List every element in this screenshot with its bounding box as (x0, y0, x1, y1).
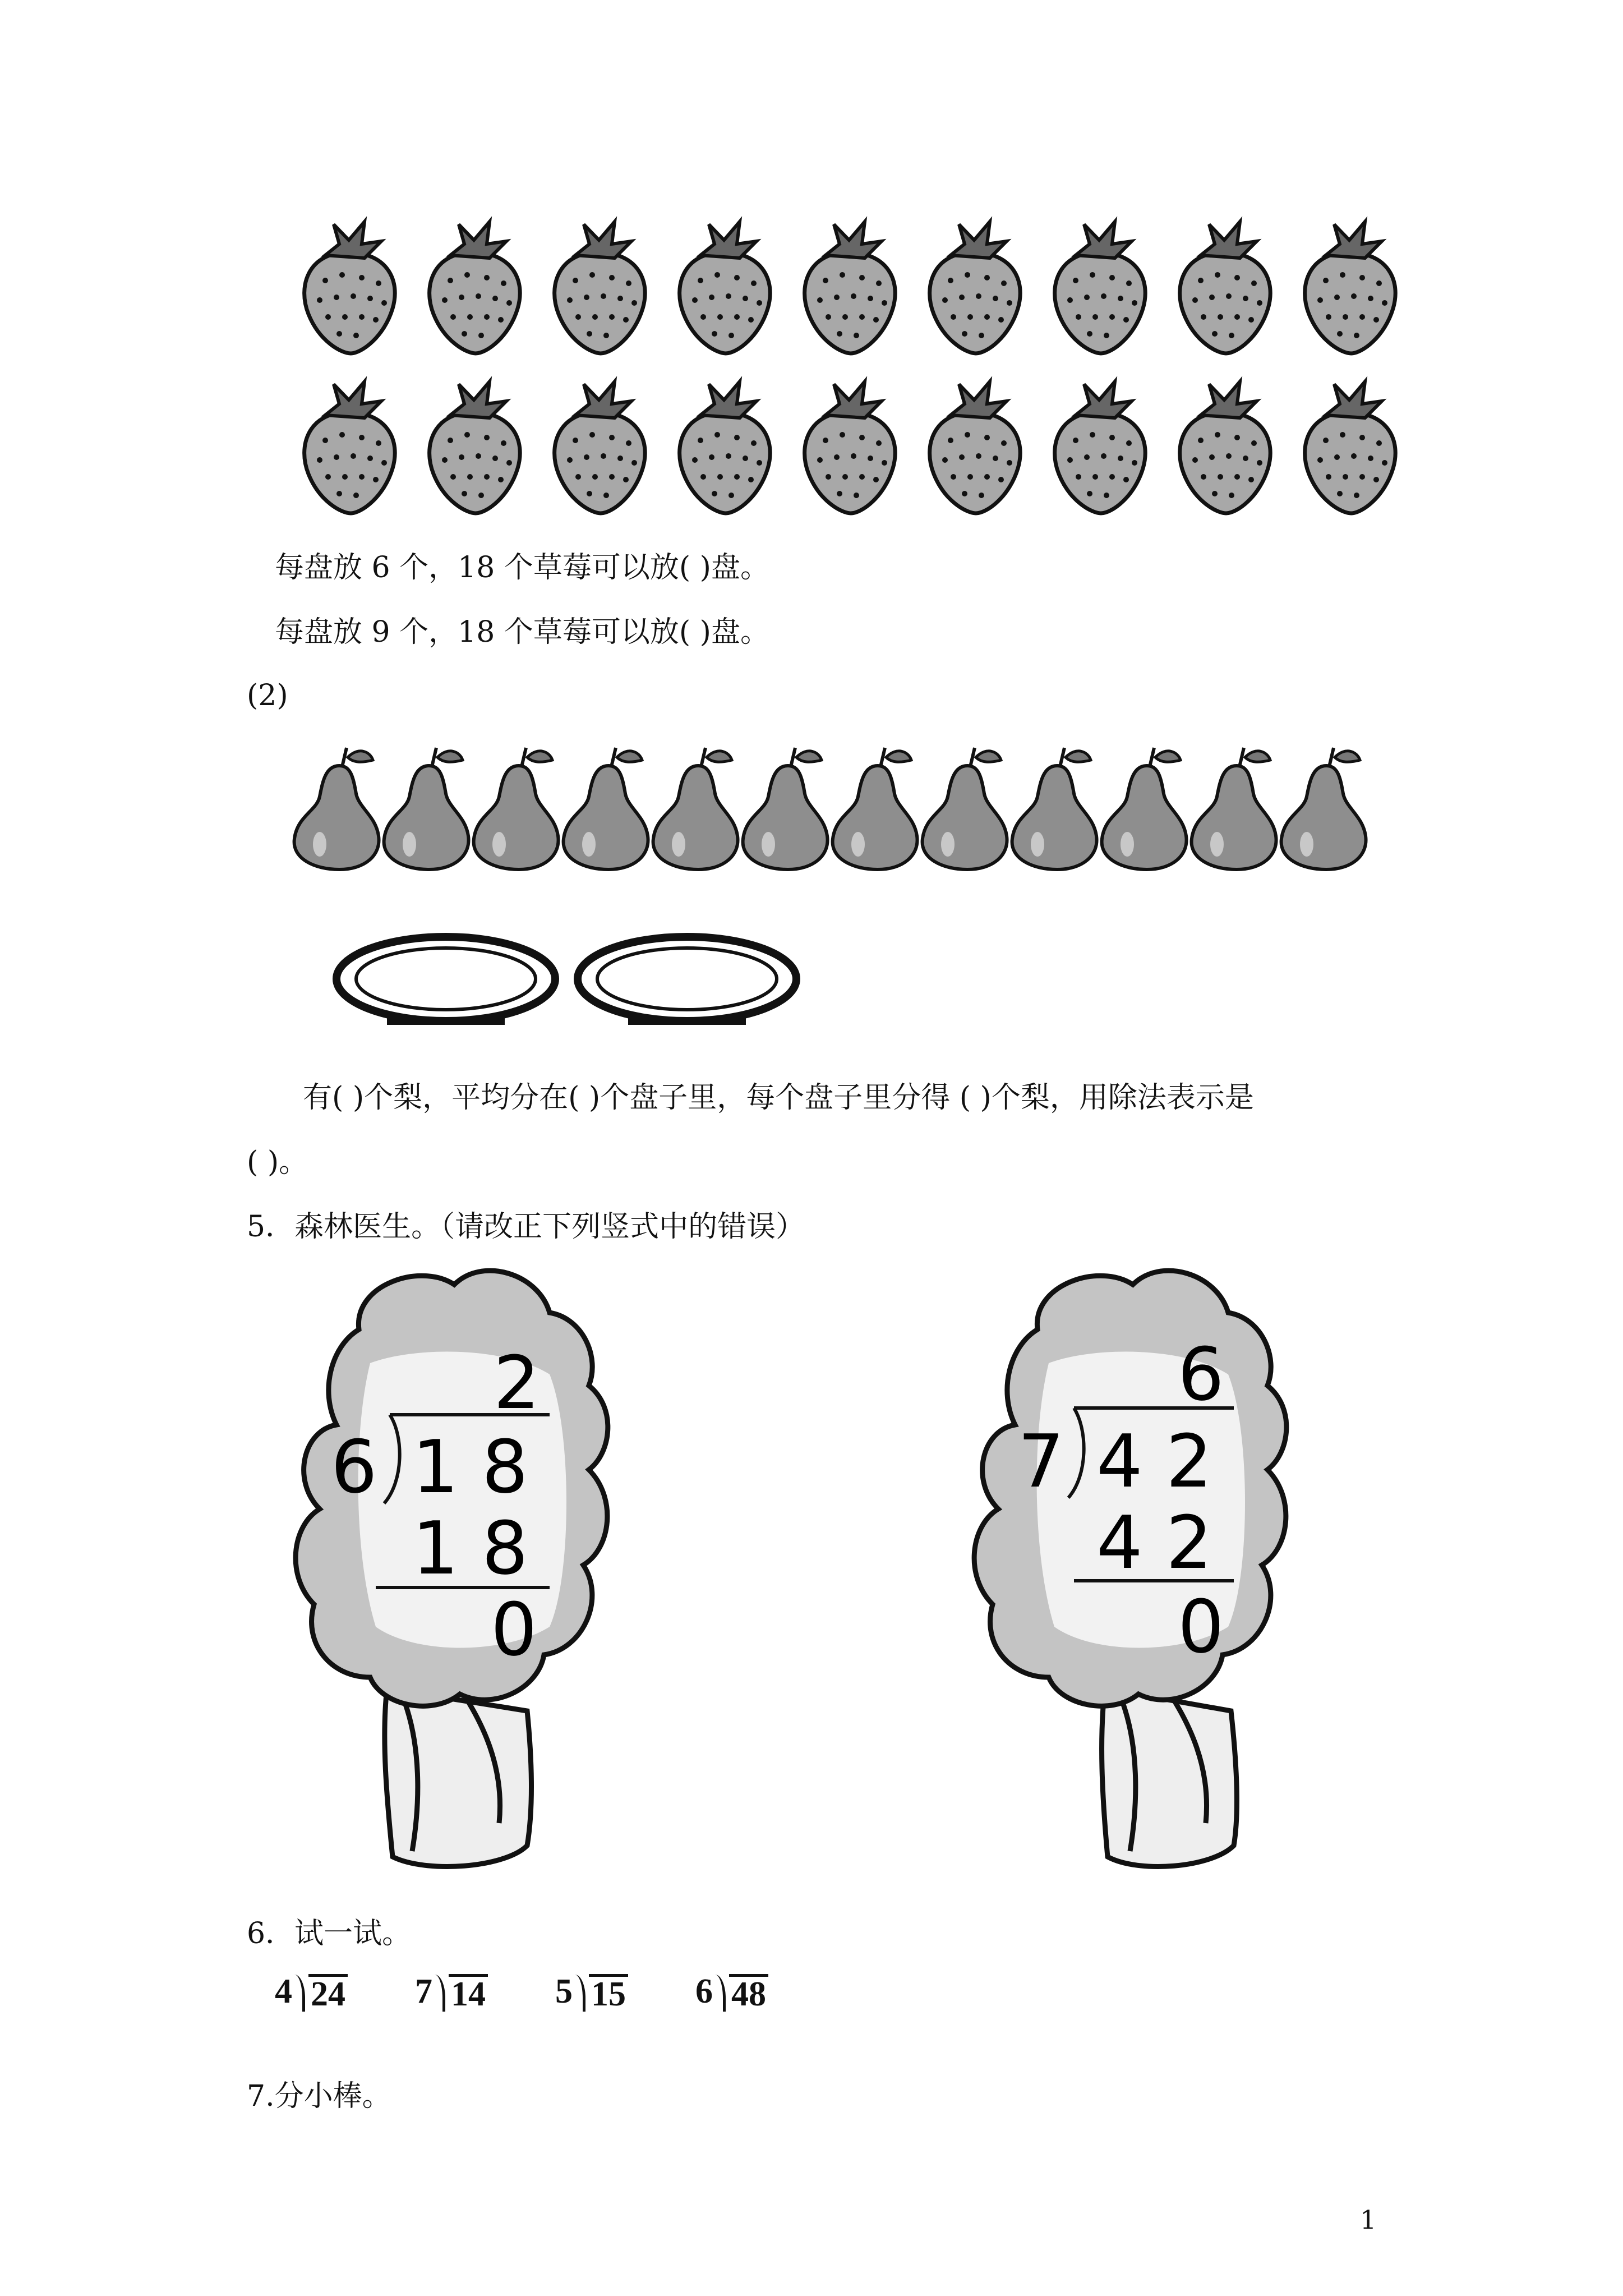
tree-left (269, 1262, 651, 1885)
tree-right-product: 4 2 (1096, 1500, 1212, 1585)
pear-row-graphic (286, 743, 1419, 872)
division-bracket-1 (294, 1975, 305, 2012)
strawberry-question-1: 每盘放 6 个，18 个草莓可以放( )盘。 (275, 551, 769, 585)
pear-row (286, 743, 1419, 872)
division-bracket-4 (715, 1975, 726, 2012)
strawberry-row-1-graphic (286, 213, 1413, 359)
tree-right-quotient: 6 (1178, 1332, 1224, 1417)
plate-2 (578, 937, 796, 1021)
tree-right-dividend: 4 2 (1096, 1419, 1212, 1504)
divisor-1: 4 (275, 1972, 292, 2010)
plate-1 (336, 937, 555, 1021)
tree-right (953, 1257, 1335, 1885)
plates-graphic (331, 931, 824, 1043)
divisor-2: 7 (415, 1972, 432, 2010)
divisor-3: 5 (555, 1972, 573, 2010)
long-division-4 (695, 1972, 768, 2012)
pear-question-line-1: 有( )个梨，平均分在( )个盘子里，每个盘子里分得 ( )个梨，用除法表示是 (303, 1081, 1254, 1115)
section-6-title: 6．试一试。 (247, 1917, 412, 1950)
tree-right-remainder: 0 (1178, 1584, 1224, 1669)
tree-left-dividend: 1 8 (412, 1424, 528, 1510)
long-division-1 (275, 1972, 348, 2012)
strawberry-row-1 (286, 213, 1413, 359)
long-division-2 (415, 1972, 488, 2012)
try-problems (275, 1972, 768, 2012)
section-5-title: 5．森林医生。（请改正下列竖式中的错误） (247, 1210, 805, 1244)
tree-left-remainder: 0 (491, 1587, 537, 1672)
page-number: 1 (1360, 2205, 1377, 2235)
section-7-title: 7.分小棒。 (247, 2079, 391, 2113)
strawberry-row-2 (286, 373, 1413, 519)
dividend-4: 48 (729, 1974, 768, 2012)
dividend-3: 15 (589, 1974, 628, 2012)
tree-left-divisor: 6 (331, 1424, 377, 1510)
divisor-4: 6 (695, 1972, 713, 2010)
pear-question-line-2: ( )。 (247, 1145, 308, 1179)
long-division-3 (555, 1972, 628, 2012)
section-label-2: (2) (247, 679, 288, 712)
division-bracket-2 (435, 1975, 445, 2012)
tree-right-divisor: 7 (1018, 1419, 1064, 1504)
strawberry-question-2: 每盘放 9 个，18 个草莓可以放( )盘。 (275, 615, 769, 649)
dividend-2: 14 (449, 1974, 488, 2012)
division-bracket-3 (575, 1975, 585, 2012)
strawberry-row-2-graphic (286, 373, 1413, 519)
dividend-1: 24 (308, 1974, 348, 2012)
tree-left-quotient: 2 (494, 1340, 540, 1425)
tree-left-product: 1 8 (412, 1506, 528, 1591)
